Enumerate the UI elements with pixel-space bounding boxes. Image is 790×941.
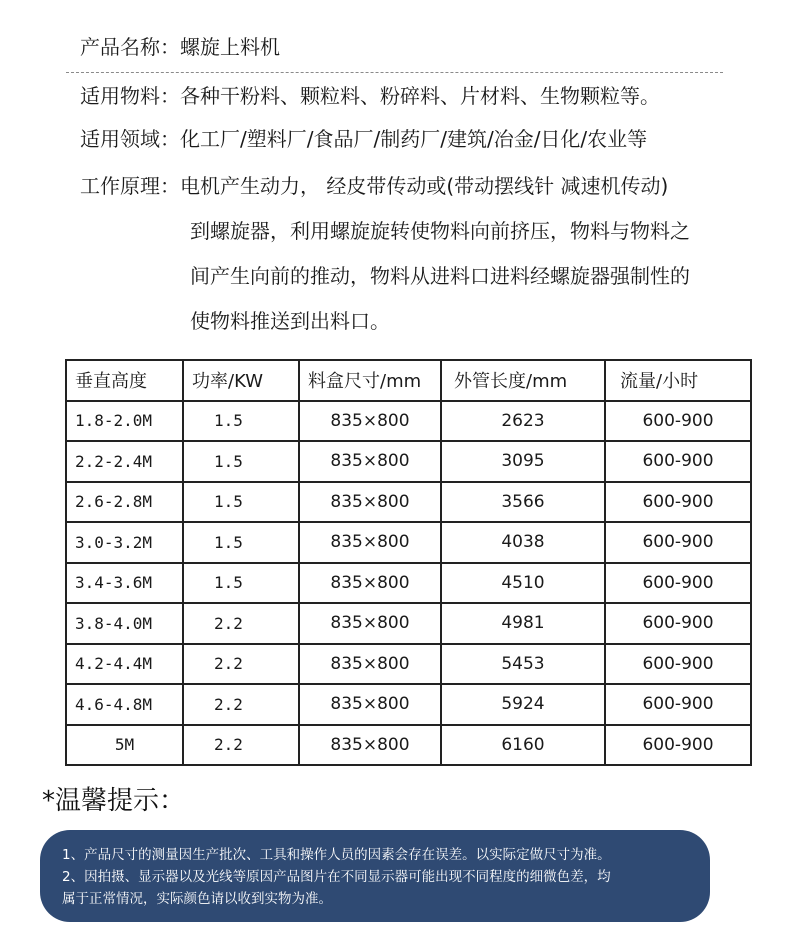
cell-tube-length: 3095 xyxy=(441,441,605,482)
cell-power: 1.5 xyxy=(183,441,299,482)
cell-flow: 600-900 xyxy=(605,684,751,725)
header-flow: 流量/小时 xyxy=(605,360,751,401)
cell-height: 4.6-4.8M xyxy=(66,684,183,725)
cell-height: 5M xyxy=(66,725,183,766)
cell-height: 3.0-3.2M xyxy=(66,522,183,563)
cell-box-size: 835×800 xyxy=(299,401,441,442)
cell-tube-length: 4981 xyxy=(441,603,605,644)
cell-height: 3.8-4.0M xyxy=(66,603,183,644)
cell-power: 2.2 xyxy=(183,725,299,766)
tips-title: *温馨提示： xyxy=(42,786,186,816)
material-value: 各种干粉料、颗粒料、粉碎料、片材料、生物颗粒等。 xyxy=(180,84,660,108)
principle-label: 工作原理： xyxy=(80,174,180,198)
cell-box-size: 835×800 xyxy=(299,441,441,482)
product-name-value: 螺旋上料机 xyxy=(180,35,280,59)
material-label: 适用物料： xyxy=(80,84,180,108)
cell-box-size: 835×800 xyxy=(299,603,441,644)
product-name-row xyxy=(80,33,280,61)
cell-height: 4.2-4.4M xyxy=(66,644,183,685)
notice-line-1: 1、产品尺寸的测量因生产批次、工具和操作人员的因素会存在误差。以实际定做尺寸为准。 xyxy=(62,847,611,863)
principle-row xyxy=(80,172,668,200)
cell-flow: 600-900 xyxy=(605,725,751,766)
notice-box xyxy=(40,830,710,922)
table-row xyxy=(66,644,751,685)
cell-flow: 600-900 xyxy=(605,522,751,563)
table-header-row xyxy=(66,360,751,401)
cell-flow: 600-900 xyxy=(605,441,751,482)
table-row xyxy=(66,725,751,766)
cell-box-size: 835×800 xyxy=(299,644,441,685)
cell-tube-length: 2623 xyxy=(441,401,605,442)
principle-line-3: 间产生向前的推动，物料从进料口进料经螺旋器强制性的 xyxy=(190,264,690,288)
cell-tube-length: 6160 xyxy=(441,725,605,766)
cell-flow: 600-900 xyxy=(605,482,751,523)
cell-tube-length: 4510 xyxy=(441,563,605,604)
cell-box-size: 835×800 xyxy=(299,684,441,725)
table-row xyxy=(66,603,751,644)
cell-box-size: 835×800 xyxy=(299,563,441,604)
table-row xyxy=(66,684,751,725)
cell-power: 2.2 xyxy=(183,644,299,685)
cell-tube-length: 5924 xyxy=(441,684,605,725)
cell-power: 1.5 xyxy=(183,563,299,604)
principle-line-2: 到螺旋器，利用螺旋旋转使物料向前挤压，物料与物料之 xyxy=(190,219,690,243)
cell-box-size: 835×800 xyxy=(299,522,441,563)
cell-power: 1.5 xyxy=(183,482,299,523)
table-row xyxy=(66,563,751,604)
header-tube-length: 外管长度/mm xyxy=(441,360,605,401)
product-name-label: 产品名称： xyxy=(80,35,180,59)
header-height: 垂直高度 xyxy=(66,360,183,401)
cell-tube-length: 5453 xyxy=(441,644,605,685)
material-row xyxy=(80,82,660,110)
cell-flow: 600-900 xyxy=(605,563,751,604)
table-row xyxy=(66,441,751,482)
notice-line-2: 2、因拍摄、显示器以及光线等原因产品图片在不同显示器可能出现不同程度的细微色差，均 xyxy=(62,869,611,885)
cell-power: 1.5 xyxy=(183,401,299,442)
table-row xyxy=(66,522,751,563)
spec-table xyxy=(65,359,752,766)
header-box-size: 料盒尺寸/mm xyxy=(299,360,441,401)
field-row xyxy=(80,125,647,153)
cell-flow: 600-900 xyxy=(605,401,751,442)
principle-line-4: 使物料推送到出料口。 xyxy=(190,309,390,333)
header-power: 功率/KW xyxy=(183,360,299,401)
cell-box-size: 835×800 xyxy=(299,482,441,523)
cell-power: 2.2 xyxy=(183,684,299,725)
cell-power: 1.5 xyxy=(183,522,299,563)
cell-height: 3.4-3.6M xyxy=(66,563,183,604)
cell-box-size: 835×800 xyxy=(299,725,441,766)
cell-height: 2.2-2.4M xyxy=(66,441,183,482)
cell-power: 2.2 xyxy=(183,603,299,644)
table-row xyxy=(66,482,751,523)
cell-tube-length: 4038 xyxy=(441,522,605,563)
cell-flow: 600-900 xyxy=(605,603,751,644)
field-label: 适用领域： xyxy=(80,127,180,151)
principle-line-1: 电机产生动力， 经皮带传动或(带动摆线针 减速机传动) xyxy=(180,174,669,198)
cell-height: 2.6-2.8M xyxy=(66,482,183,523)
notice-line-3: 属于正常情况，实际颜色请以收到实物为准。 xyxy=(62,891,332,907)
cell-flow: 600-900 xyxy=(605,644,751,685)
dashed-divider xyxy=(66,72,723,73)
table-row xyxy=(66,401,751,442)
cell-height: 1.8-2.0M xyxy=(66,401,183,442)
field-value: 化工厂/塑料厂/食品厂/制药厂/建筑/冶金/日化/农业等 xyxy=(180,127,648,151)
cell-tube-length: 3566 xyxy=(441,482,605,523)
